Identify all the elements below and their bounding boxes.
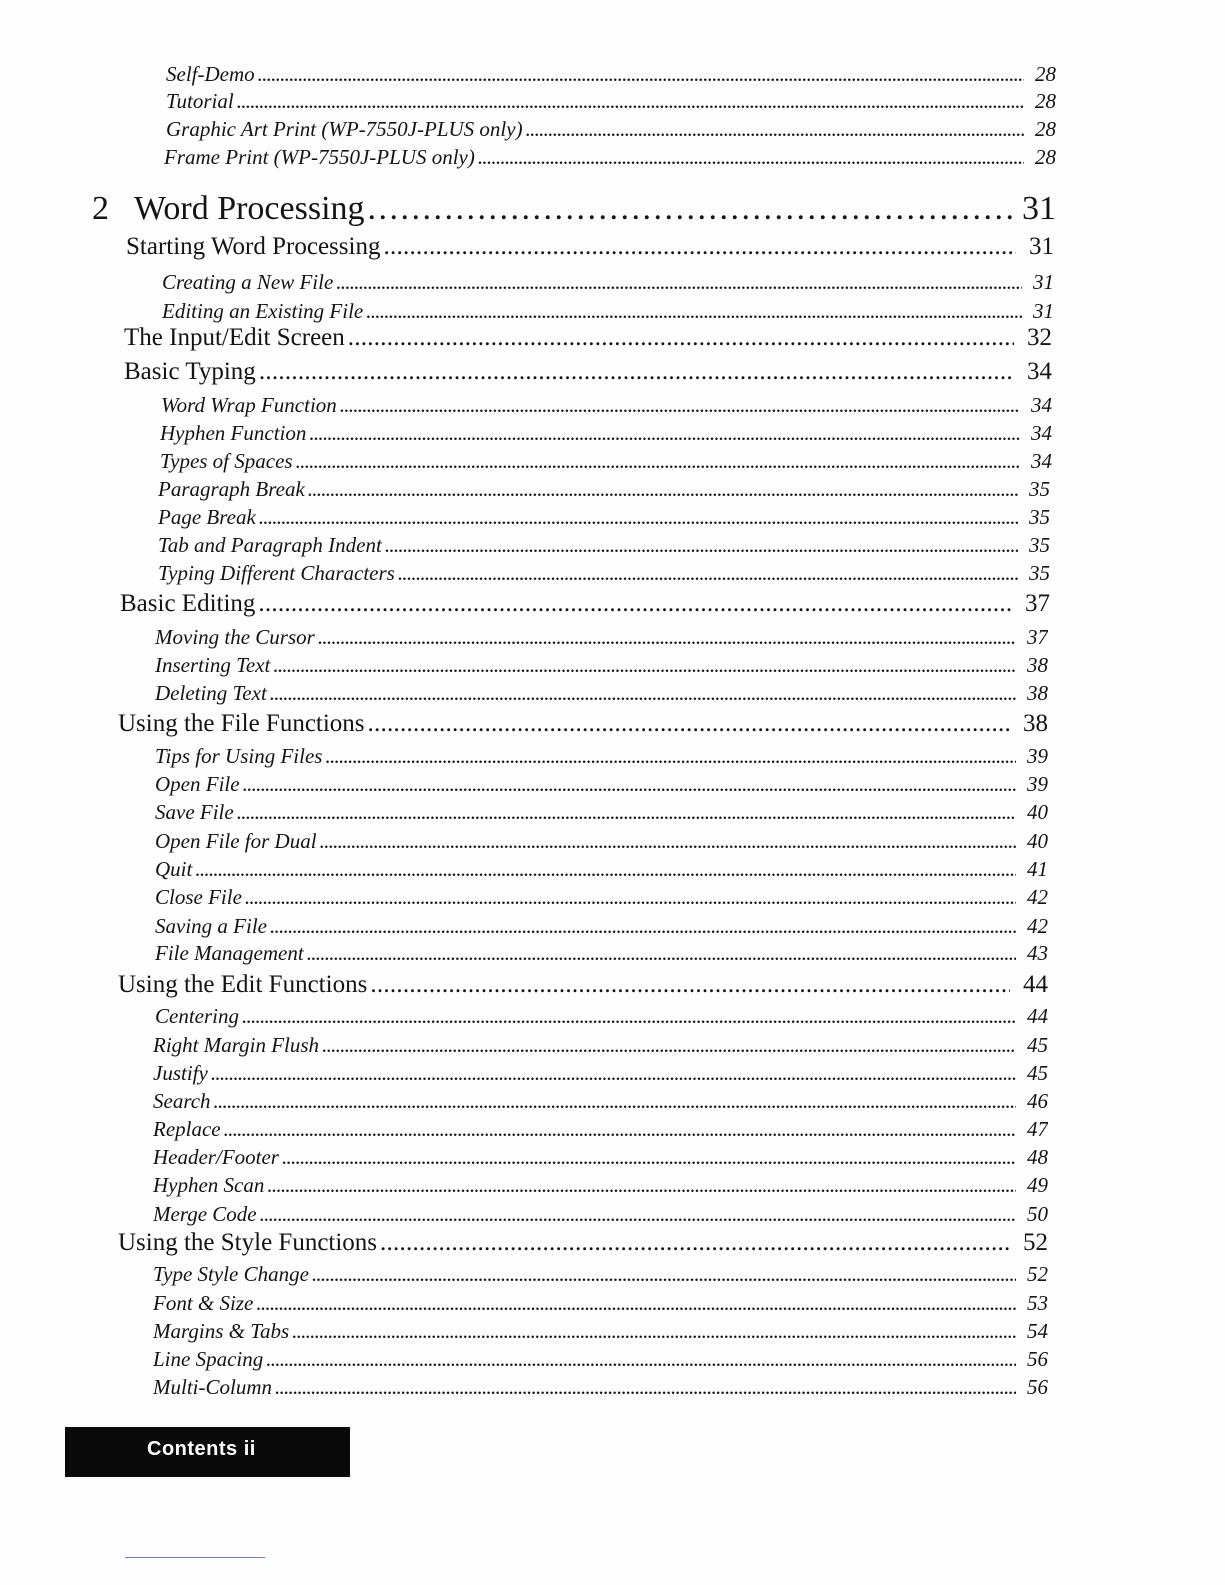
toc-entry (155, 681, 1048, 706)
dot-leader (242, 1004, 1016, 1029)
toc-entry-page: 54 (1027, 1319, 1048, 1343)
dot-leader (398, 561, 1018, 586)
toc-entry-page: 49 (1027, 1173, 1048, 1197)
toc-entry-page: 42 (1027, 885, 1048, 909)
toc-entry (153, 1291, 1048, 1316)
dot-leader (340, 393, 1020, 418)
toc-entry-title: Open File (155, 772, 240, 796)
toc-entry (153, 1145, 1048, 1170)
toc-entry-title: Page Break (158, 505, 256, 529)
dot-leader (309, 421, 1020, 446)
toc-entry-title: Hyphen Function (160, 421, 307, 445)
toc-entry-page: 44 (1027, 1004, 1048, 1028)
toc-entry-title: Inserting Text (155, 653, 271, 677)
dot-leader (307, 941, 1016, 966)
toc-entry (158, 477, 1050, 502)
chapter-page: 31 (1022, 190, 1056, 227)
toc-entry-title: Word Wrap Function (161, 393, 337, 417)
dot-leader (224, 1117, 1016, 1142)
dot-leader (243, 772, 1016, 797)
toc-section (124, 324, 1052, 352)
toc-entry-page: 34 (1031, 421, 1052, 445)
toc-entry (153, 1375, 1048, 1400)
toc-entry (155, 772, 1048, 797)
dot-leader (260, 1202, 1016, 1227)
toc-section (124, 358, 1052, 386)
toc-section (120, 590, 1050, 618)
dot-leader (385, 533, 1018, 558)
dot-leader (258, 62, 1024, 87)
toc-entry-title: Close File (155, 885, 242, 909)
toc-entry (153, 1061, 1048, 1086)
toc-entry-page: 34 (1031, 449, 1052, 473)
dot-leader (259, 505, 1018, 530)
toc-entry (155, 1004, 1048, 1029)
toc-entry (162, 299, 1054, 324)
dot-leader (318, 625, 1016, 650)
dot-leader (312, 1262, 1016, 1287)
dot-leader (383, 233, 1016, 261)
toc-entry (155, 653, 1048, 678)
toc-entry (153, 1089, 1048, 1114)
toc-entry-page: 35 (1029, 533, 1050, 557)
toc-section-page: 37 (1025, 590, 1050, 617)
dot-leader (237, 800, 1016, 825)
toc-entry (153, 1033, 1048, 1058)
toc-entry (160, 421, 1052, 446)
toc-entry-title: Right Margin Flush (153, 1033, 320, 1057)
toc-entry-title: Deleting Text (155, 681, 267, 705)
toc-entry-page: 28 (1035, 89, 1056, 113)
toc-entry-page: 34 (1031, 393, 1052, 417)
toc-entry-page: 38 (1027, 653, 1048, 677)
dot-leader (245, 885, 1016, 910)
toc-section-page: 38 (1023, 710, 1048, 737)
dot-leader (275, 1375, 1016, 1400)
chapter-title: Word Processing (134, 190, 365, 227)
dot-leader (366, 299, 1022, 324)
toc-entry (155, 625, 1048, 650)
toc-section-title: Basic Editing (120, 590, 256, 617)
toc-entry-title: Margins & Tabs (153, 1319, 290, 1343)
toc-section (126, 233, 1054, 261)
chapter-heading (134, 190, 1056, 228)
toc-entry (153, 1173, 1048, 1198)
toc-entry-title: Typing Different Characters (158, 561, 395, 585)
toc-entry-title: Search (153, 1089, 211, 1113)
dot-leader (368, 190, 1012, 228)
toc-entry-title: Tips for Using Files (155, 744, 323, 768)
toc-entry-title: Tab and Paragraph Indent (158, 533, 382, 557)
toc-entry-title: Types of Spaces (160, 449, 293, 473)
dot-leader (270, 681, 1016, 706)
toc-entry-page: 41 (1027, 857, 1048, 881)
toc-entry (160, 449, 1052, 474)
dot-leader (308, 477, 1018, 502)
dot-leader (526, 117, 1024, 142)
toc-entry (155, 744, 1048, 769)
scan-edge-line (125, 1557, 265, 1558)
toc-entry-title: Font & Size (153, 1291, 254, 1315)
dot-leader (348, 324, 1014, 352)
dot-leader (270, 914, 1016, 939)
dot-leader (259, 358, 1014, 386)
toc-entry-title: Graphic Art Print (WP-7550J-PLUS only) (166, 117, 523, 141)
dot-leader (273, 653, 1016, 678)
toc-entry (153, 1347, 1048, 1372)
toc-entry-page: 31 (1033, 270, 1054, 294)
toc-entry-title: Open File for Dual (155, 829, 317, 853)
toc-entry-title: Moving the Cursor (155, 625, 315, 649)
dot-leader (266, 1347, 1016, 1372)
toc-section-page: 31 (1029, 233, 1054, 260)
toc-section-page: 52 (1023, 1229, 1048, 1256)
toc-entry (158, 505, 1050, 530)
toc-entry (153, 1202, 1048, 1227)
toc-entry (158, 533, 1050, 558)
dot-leader (478, 145, 1024, 170)
dot-leader (282, 1145, 1016, 1170)
toc-entry-title: Saving a File (155, 914, 267, 938)
dot-leader (211, 1061, 1016, 1086)
toc-entry-title: Self-Demo (166, 62, 255, 86)
dot-leader (322, 1033, 1016, 1058)
toc-entry-page: 43 (1027, 941, 1048, 965)
toc-section-page: 34 (1027, 358, 1052, 385)
toc-section (118, 1229, 1048, 1257)
toc-entry-title: Editing an Existing File (162, 299, 364, 323)
toc-entry (166, 62, 1056, 87)
dot-leader (195, 857, 1016, 882)
toc-entry-title: Tutorial (166, 89, 234, 113)
toc-entry-title: Frame Print (WP-7550J-PLUS only) (164, 145, 475, 169)
toc-entry (153, 1262, 1048, 1287)
toc-section-title: The Input/Edit Screen (124, 324, 345, 351)
dot-leader (292, 1319, 1016, 1344)
toc-entry-page: 45 (1027, 1033, 1048, 1057)
toc-entry (153, 1117, 1048, 1142)
dot-leader (256, 1291, 1016, 1316)
dot-leader (325, 744, 1016, 769)
toc-entry (161, 393, 1052, 418)
toc-entry-page: 31 (1033, 299, 1054, 323)
toc-section (118, 971, 1048, 999)
toc-entry-title: Paragraph Break (158, 477, 305, 501)
toc-entry (166, 117, 1056, 142)
toc-entry (158, 561, 1050, 586)
toc-entry-page: 48 (1027, 1145, 1048, 1169)
toc-entry (155, 829, 1048, 854)
toc-entry (162, 270, 1054, 295)
toc-entry-page: 42 (1027, 914, 1048, 938)
dot-leader (296, 449, 1020, 474)
toc-entry-page: 45 (1027, 1061, 1048, 1085)
toc-section (118, 710, 1048, 738)
dot-leader (336, 270, 1022, 295)
toc-entry-page: 38 (1027, 681, 1048, 705)
toc-entry-page: 53 (1027, 1291, 1048, 1315)
toc-entry-title: Quit (155, 857, 193, 881)
toc-entry-page: 35 (1029, 505, 1050, 529)
toc-entry-page: 56 (1027, 1347, 1048, 1371)
toc-entry (155, 941, 1048, 966)
footer-page-label: Contents ii (147, 1438, 256, 1460)
toc-entry-title: Centering (155, 1004, 239, 1028)
dot-leader (214, 1089, 1016, 1114)
toc-entry-title: Creating a New File (162, 270, 334, 294)
toc-entry-page: 52 (1027, 1262, 1048, 1286)
toc-entry-page: 39 (1027, 744, 1048, 768)
toc-entry-title: File Management (155, 941, 304, 965)
toc-entry (155, 800, 1048, 825)
toc-entry-title: Justify (153, 1061, 208, 1085)
toc-entry (155, 857, 1048, 882)
toc-entry-page: 50 (1027, 1202, 1048, 1226)
toc-entry-page: 28 (1035, 62, 1056, 86)
toc-entry-page: 35 (1029, 477, 1050, 501)
dot-leader (380, 1229, 1010, 1257)
toc-entry-title: Merge Code (153, 1202, 257, 1226)
toc-entry (155, 885, 1048, 910)
toc-entry-title: Save File (155, 800, 234, 824)
toc-entry (153, 1319, 1048, 1344)
dot-leader (320, 829, 1016, 854)
toc-entry-page: 46 (1027, 1089, 1048, 1113)
toc-entry-page: 56 (1027, 1375, 1048, 1399)
toc-entry-title: Hyphen Scan (153, 1173, 265, 1197)
dot-leader (237, 89, 1024, 114)
toc-entry-title: Multi-Column (153, 1375, 272, 1399)
chapter-number: 2 (92, 190, 109, 227)
toc-section-title: Using the Edit Functions (118, 971, 368, 998)
toc-section-page: 44 (1023, 971, 1048, 998)
toc-entry-title: Line Spacing (153, 1347, 264, 1371)
toc-entry (155, 914, 1048, 939)
footer-tab (65, 1427, 350, 1477)
toc-entry-page: 35 (1029, 561, 1050, 585)
dot-leader (258, 590, 1012, 618)
dot-leader (267, 1173, 1016, 1198)
toc-entry-page: 40 (1027, 829, 1048, 853)
dot-leader (368, 710, 1010, 738)
toc-entry-page: 40 (1027, 800, 1048, 824)
toc-entry-page: 28 (1035, 117, 1056, 141)
toc-section-title: Basic Typing (124, 358, 256, 385)
toc-entry-page: 39 (1027, 772, 1048, 796)
toc-section-page: 32 (1027, 324, 1052, 351)
toc-entry-title: Header/Footer (153, 1145, 279, 1169)
toc-section-title: Using the File Functions (118, 710, 365, 737)
toc-entry-page: 28 (1035, 145, 1056, 169)
toc-section-title: Starting Word Processing (126, 233, 381, 260)
toc-entry-title: Replace (153, 1117, 221, 1141)
toc-entry (166, 89, 1056, 114)
toc-entry-page: 47 (1027, 1117, 1048, 1141)
toc-section-title: Using the Style Functions (118, 1229, 378, 1256)
dot-leader (370, 971, 1010, 999)
toc-entry (164, 145, 1056, 170)
toc-entry-title: Type Style Change (153, 1262, 309, 1286)
toc-entry-page: 37 (1027, 625, 1048, 649)
